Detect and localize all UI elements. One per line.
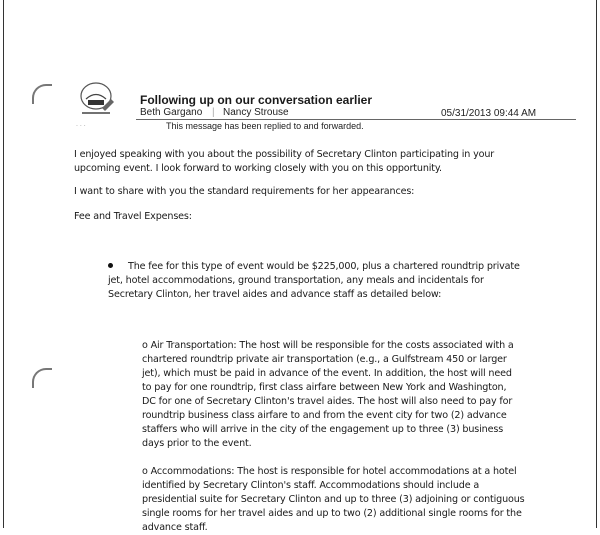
email-status-note: This message has been replied to and forwarded. [166,121,364,131]
email-to[interactable]: Nancy Strouse [223,107,289,118]
intro-paragraph: I enjoyed speaking with you about the possibility of Secretary Clinton participating in your upcoming event. I look forward to working closely with you on this opportunity. [74,149,495,174]
section-heading: Fee and Travel Expenses: [74,211,192,222]
email-datetime: 05/31/2013 09:44 AM [441,108,537,119]
scan-smudge: . . . [76,121,86,128]
sender-separator: | [212,107,215,118]
email-from[interactable]: Beth Gargano [140,107,203,118]
scan-edge-right [596,0,597,528]
email-subject: Following up on our conversation earlier [140,93,373,107]
punch-hole-mark [32,84,52,104]
scan-edge-left [3,0,4,528]
fee-bullet-text: The fee for this type of event would be $225,000, plus a chartered roundtrip private jet, hotel accommodations, ground transportation, any meals and incidentals for Secretary Clinton, her travel aides and advance staff as detailed below: [108,261,520,300]
air-transportation-item: o Air Transportation: The host will be responsible for the costs associated with a chartered roundtrip private air transportation (e.g., a Gulfstream 450 or larger jet), which must be paid in advance of the event. In addition, the host will need to pay for one roundtrip, first class airfare between New York and Washington, DC for one of Secretary Clinton's travel aides. The host will also need to pay for roundtrip business class airfare to and from the event city for two (2) advance staffers who will arrive in the city of the engagement up to three (3) business days prior to the event. [142,340,514,449]
share-paragraph: I want to share with you the standard requirements for her appearances: [74,186,415,197]
accommodations-item: o Accommodations: The host is responsible for hotel accommodations at a hotel identified by Secretary Clinton's staff. Accommodations should include a presidential suite for Secretary Clinton and up to three (3) adjoining or contiguous single rooms for her travel aides and up to two (2) additional single rooms for the advance staff. [142,466,525,533]
header-divider [136,119,576,120]
sender-avatar-icon [76,80,116,116]
punch-hole-mark [32,368,52,388]
